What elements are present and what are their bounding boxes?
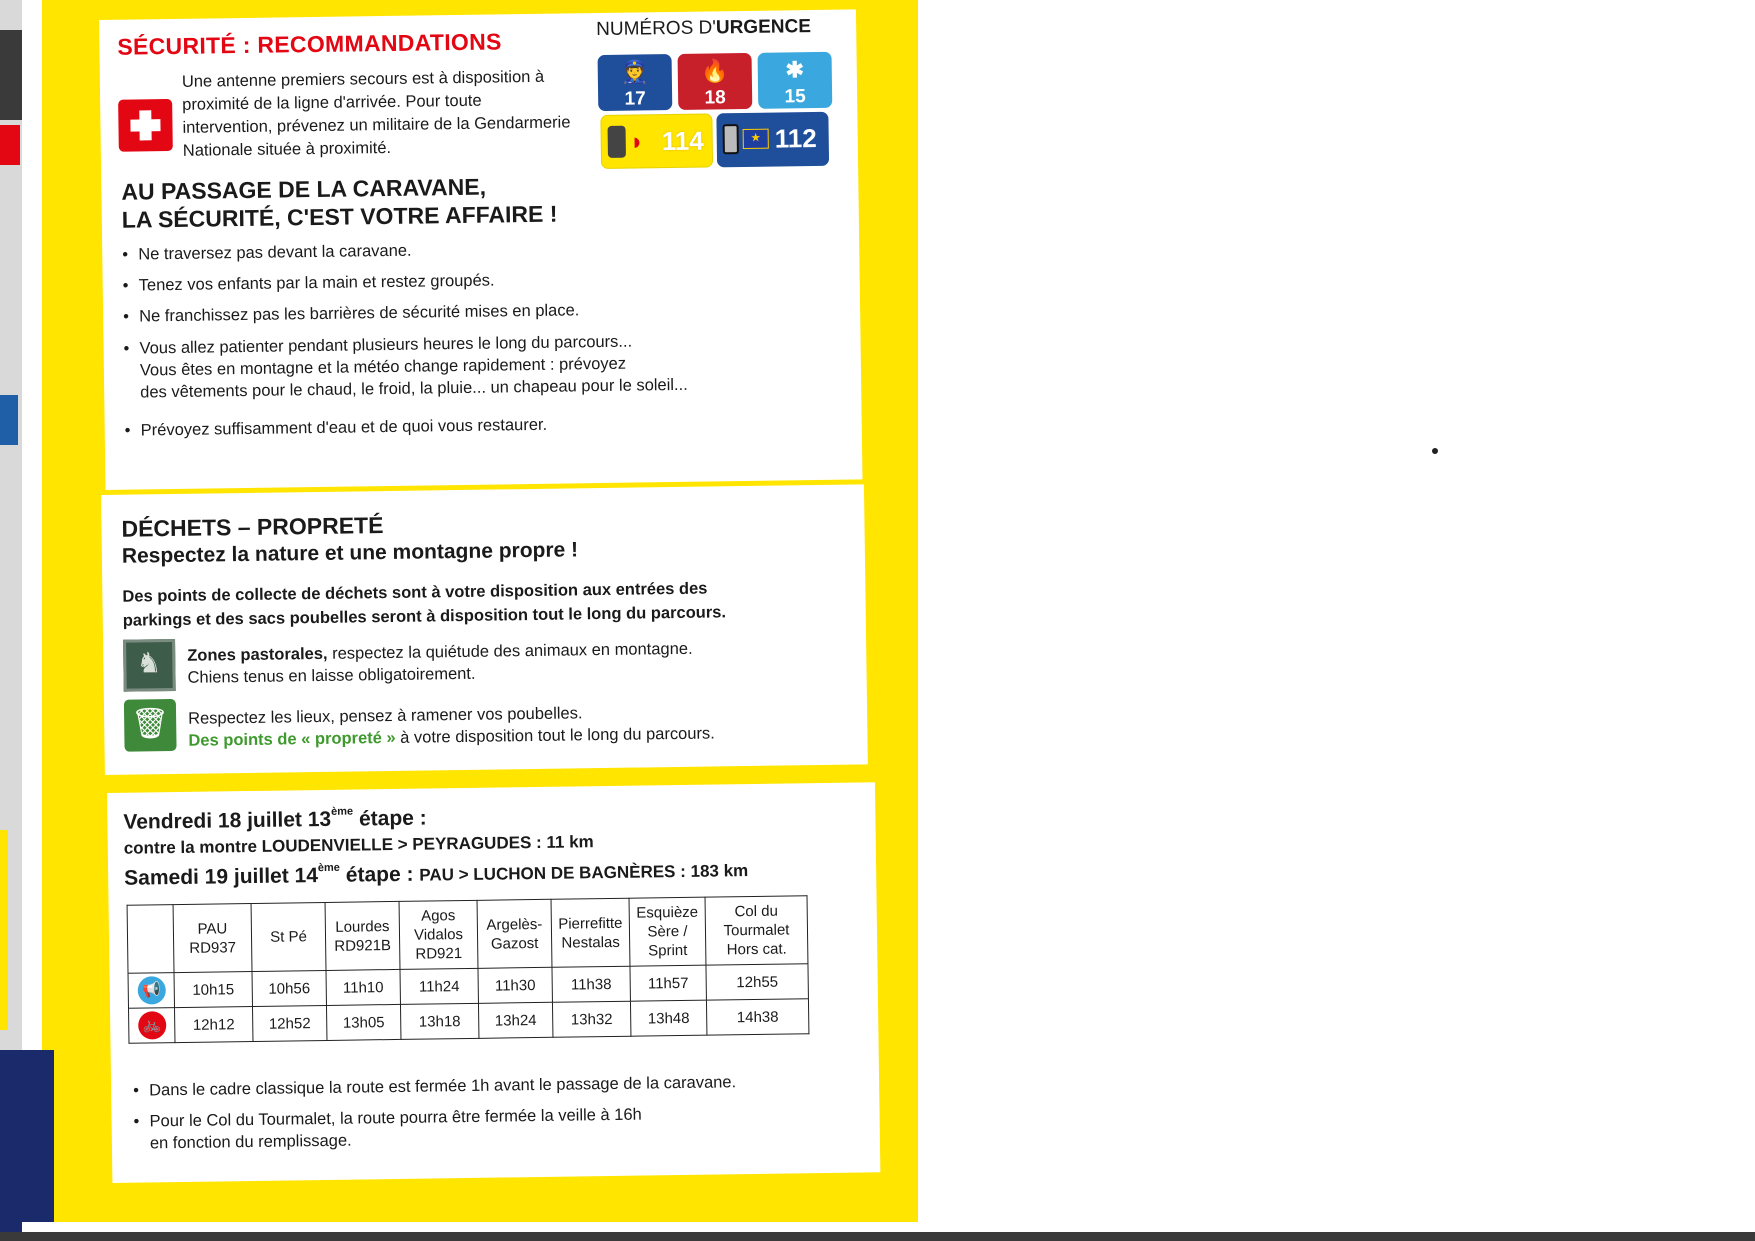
friday-stage-title (123, 807, 427, 835)
friday-stage-route: contre la montre LOUDENVIELLE > PEYRAGUDES : 11 km (123, 832, 594, 858)
edge-yellow-block (0, 830, 8, 1030)
table-header (477, 899, 552, 968)
pastoral-sign-icon (123, 639, 176, 692)
table-header (173, 903, 252, 972)
cleanliness-text (188, 700, 715, 751)
table-cell: 13h18 (400, 1003, 478, 1039)
megaphone-icon: 📢 (137, 976, 165, 1004)
cleanliness-rest: à votre disposition tout le long du parcours. (395, 724, 715, 747)
header-line: RD921B (334, 936, 392, 955)
security-title: SÉCURITÉ : RECOMMANDATIONS (117, 28, 502, 60)
header-line: PAU (197, 919, 228, 938)
scan-bottom-edge (0, 1232, 1755, 1241)
bullet-text: • Ne franchissez pas les barrières de sécurité mises en place. (139, 301, 580, 326)
pastoral-text (187, 638, 693, 689)
table-cell: 10h56 (252, 970, 326, 1006)
header-line: Hors cat. (726, 940, 787, 959)
note-text: • Dans le cadre classique la route est fermée 1h avant le passage de la caravane. (149, 1073, 737, 1100)
eu-number-tile (716, 112, 829, 168)
caravan-bullet (125, 414, 548, 442)
caravan-bullet (123, 299, 579, 327)
table-cell: 12h55 (706, 964, 808, 1000)
table-header (705, 896, 808, 965)
table-header (251, 902, 326, 971)
saturday-title-a: Samedi 19 juillet 14 (124, 864, 319, 890)
table-header (629, 897, 706, 966)
medical-star-icon: ✱ (785, 57, 805, 83)
table-cell: 11h57 (630, 965, 706, 1001)
note-bullet (133, 1104, 642, 1155)
ear-icon: ◗ (629, 128, 645, 156)
adjacent-page-edge (0, 0, 22, 1241)
table-header (551, 898, 630, 967)
bullet-text: • Tenez vos enfants par la main et restez groupés. (138, 271, 495, 295)
fire-icon: 🔥 (700, 58, 729, 84)
note-bullet (133, 1071, 736, 1101)
bullet-text: • Prévoyez suffisamment d'eau et de quoi vous restaurer. (140, 415, 548, 440)
header-line: Sprint (648, 941, 688, 960)
trash-bin-icon: 🗑 (124, 699, 177, 752)
header-line: Nestalas (561, 933, 620, 952)
schedule-table (127, 895, 810, 1043)
table-header (399, 900, 478, 969)
bullet-text: • Vous allez patienter pendant plusieurs heures le long du parcours... (139, 332, 633, 358)
row-icon-cell (129, 1008, 175, 1044)
waste-title: DÉCHETS – PROPRETÉ (121, 512, 384, 542)
bicycle-icon: 🚲 (138, 1011, 166, 1039)
first-aid-cross-icon (118, 99, 173, 152)
caravan-bullet (123, 330, 687, 404)
bullet-text: Vous êtes en montagne et la météo change rapidement : prévoyez (139, 354, 627, 380)
header-line: Tourmalet (723, 921, 790, 940)
eu-phone-icon (723, 124, 739, 154)
saturday-title-sup: ème (317, 861, 340, 875)
emergency-title-part2: URGENCE (715, 16, 812, 39)
pastoral-bold: Zones pastorales, (187, 644, 328, 665)
header-line: St Pé (270, 928, 307, 946)
row-icon-cell (128, 973, 174, 1009)
table-header (325, 901, 400, 970)
table-cell: 11h30 (478, 967, 552, 1003)
table-cell: 12h12 (175, 1006, 253, 1042)
fire-number-tile (678, 53, 753, 110)
header-line: Col du (734, 902, 779, 921)
caravan-heading-line2: LA SÉCURITÉ, C'EST VOTRE AFFAIRE ! (121, 200, 558, 233)
saturday-route: PAU > LUCHON DE BAGNÈRES : 183 km (419, 861, 749, 885)
table-cell: 10h15 (174, 971, 252, 1007)
deaf-number: 114 (661, 125, 704, 157)
header-line: RD937 (189, 938, 237, 957)
edge-red-block (0, 125, 20, 165)
table-corner-cell (127, 905, 174, 974)
header-line: Agos (421, 907, 456, 925)
table-cell: 13h32 (552, 1001, 630, 1037)
caravan-heading-line1: AU PASSAGE DE LA CARAVANE, (121, 173, 487, 205)
header-line: Sère / (647, 922, 688, 941)
saturday-stage-title (124, 858, 748, 891)
waste-panel (101, 484, 868, 775)
police-number: 17 (624, 88, 646, 110)
table-cell: 14h38 (706, 999, 808, 1035)
pastoral-rest: respectez la quiétude des animaux en montagne. (327, 639, 693, 663)
scan-speck (1432, 448, 1438, 454)
note-text: • Pour le Col du Tourmalet, la route pourra être fermée la veille à 16h (149, 1105, 642, 1131)
table-cell: 12h52 (252, 1005, 326, 1041)
header-line: RD921 (415, 945, 463, 963)
eu-number: 112 (774, 122, 817, 154)
saturday-title-b: étape : (339, 862, 420, 887)
caravan-heading (121, 172, 557, 234)
cleanliness-green: Des points de « propreté » (188, 728, 396, 750)
stages-panel (107, 782, 880, 1183)
eu-flag-icon: ★ (743, 129, 769, 149)
bullet-text: des vêtements pour le chaud, le froid, la pluie... un chapeau pour le soleil... (140, 375, 688, 402)
fire-number: 18 (704, 87, 726, 109)
medical-number-tile (758, 52, 833, 109)
friday-title-b: étape : (353, 806, 427, 831)
edge-blue-block (0, 395, 18, 445)
table-cell: 11h10 (326, 969, 400, 1005)
deaf-phone-icon (608, 126, 626, 158)
caravan-bullet (122, 240, 412, 266)
first-aid-text: Une antenne premiers secours est à disposition à proximité de la ligne d'arrivée. Pour toute intervention, prévenez un militaire de la Gendarmerie Nationale située à proximité. (181, 67, 571, 160)
table-cell: 11h24 (400, 968, 478, 1004)
pastoral-line2: Chiens tenus en laisse obligatoirement. (187, 664, 476, 687)
caravan-bullet (123, 270, 495, 297)
table-cell: 13h05 (326, 1004, 400, 1040)
navy-corner (22, 1050, 54, 1222)
friday-title-a: Vendredi 18 juillet 13 (123, 807, 332, 834)
police-number-tile (598, 54, 673, 111)
medical-number: 15 (784, 86, 806, 108)
header-line: Pierrefitte (558, 914, 623, 933)
emergency-title (596, 16, 811, 41)
waste-paragraph: Des points de collecte de déchets sont à votre disposition aux entrées des parkings et des sacs poubelles seront à disposition tout le long du parcours. (122, 579, 727, 630)
header-line: Lourdes (335, 917, 390, 936)
header-line: Vidalos (413, 926, 464, 944)
header-line: Esquièze (636, 903, 699, 922)
emergency-title-part1: NUMÉROS D' (596, 17, 717, 41)
edge-navy-block (0, 1050, 22, 1241)
table-cell: 13h48 (630, 1000, 706, 1036)
cleanliness-line1: Respectez les lieux, pensez à ramener vos poubelles. (188, 704, 583, 728)
table-cell: 13h24 (478, 1002, 552, 1038)
table-header-row (127, 896, 808, 973)
police-icon: 👮 (620, 59, 649, 85)
friday-title-sup: ème (330, 805, 354, 818)
table-cell: 11h38 (552, 966, 630, 1002)
note-text: en fonction du remplissage. (149, 1131, 352, 1153)
header-line: Argelès- (486, 915, 543, 934)
waste-subtitle: Respectez la nature et une montagne propre ! (121, 538, 579, 568)
edge-dark-block (0, 30, 22, 120)
bullet-text: • Ne traversez pas devant la caravane. (138, 241, 412, 264)
header-line: Gazost (490, 934, 539, 953)
deaf-number-tile (600, 113, 713, 169)
security-panel (99, 9, 862, 490)
